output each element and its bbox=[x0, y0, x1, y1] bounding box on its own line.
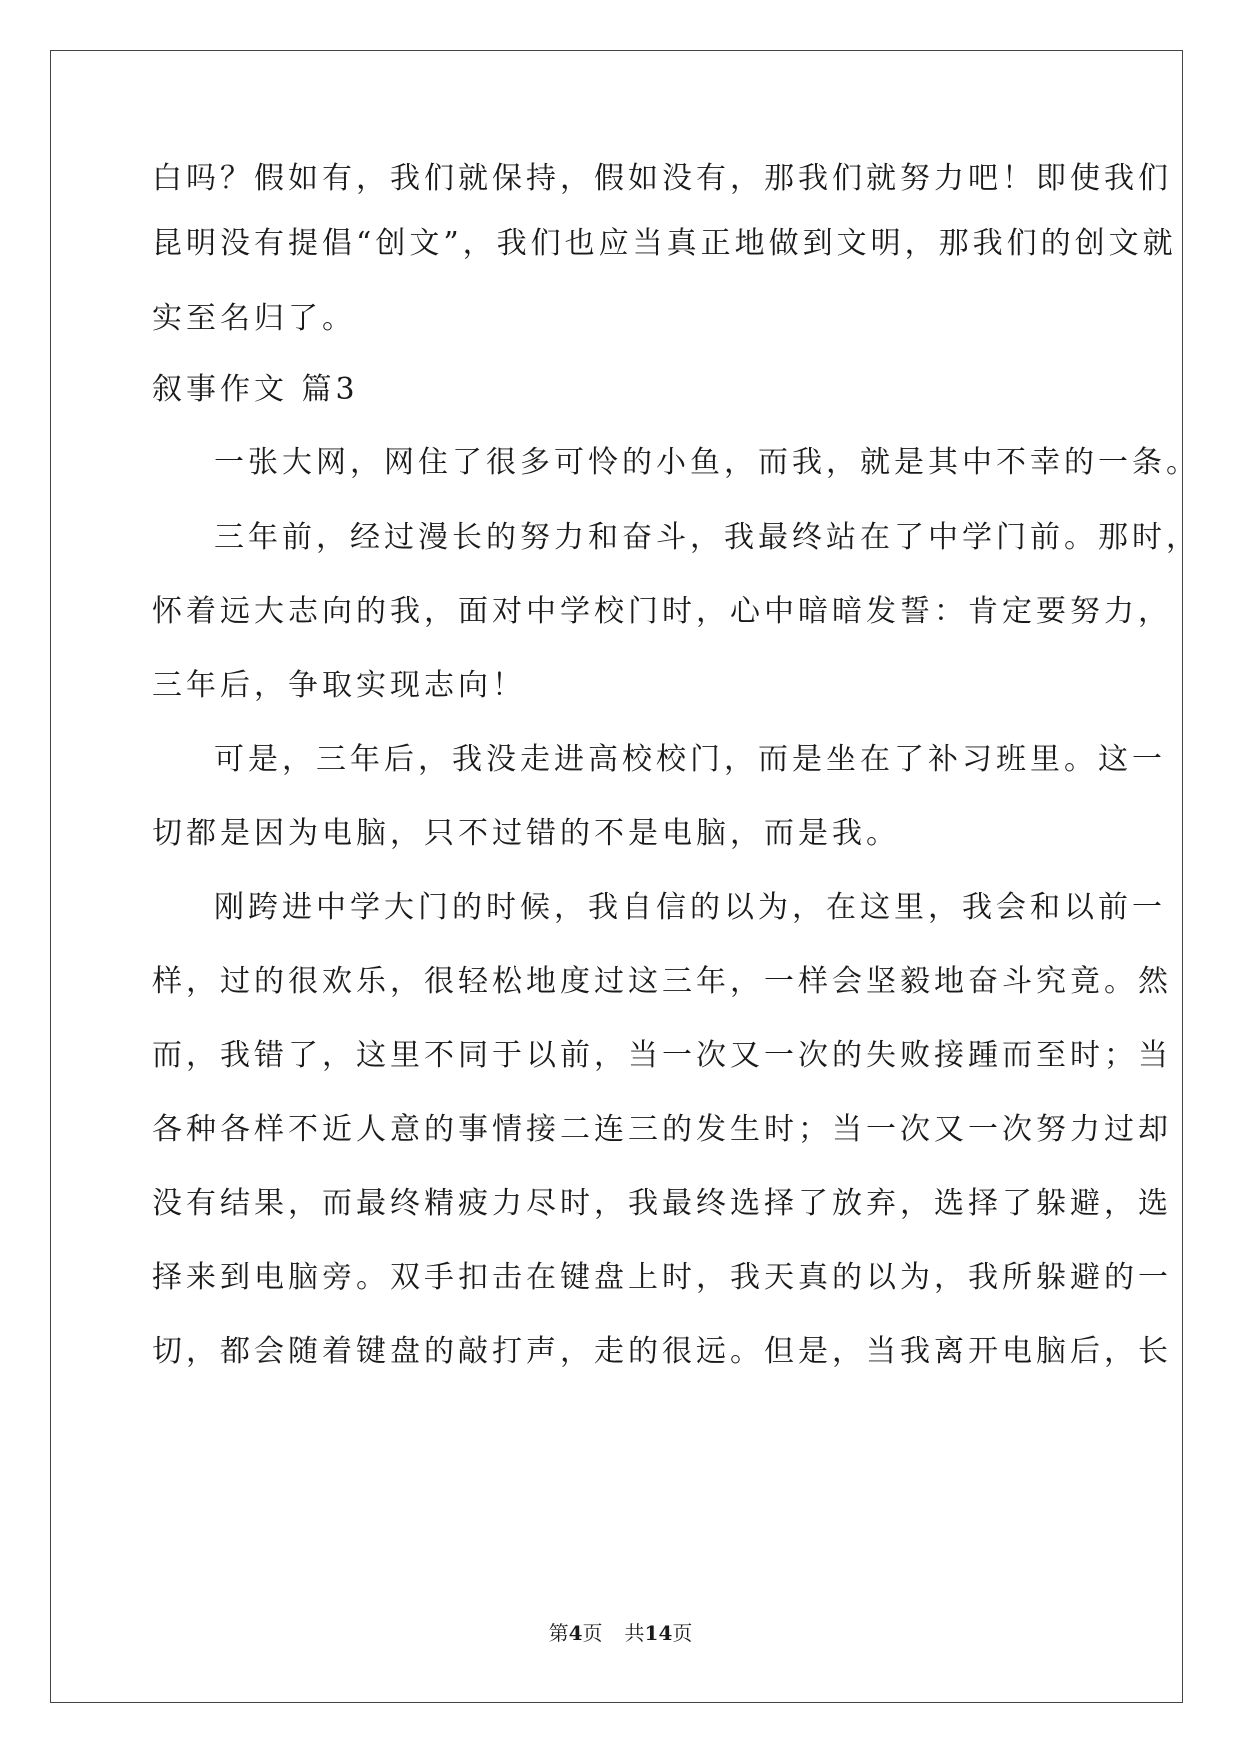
paragraph-line: 刚跨进中学大门的时候，我自信的以为，在这里，我会和以前一 bbox=[214, 890, 1166, 925]
paragraph-line: 切，都会随着键盘的敲打声，走的很远。但是，当我离开电脑后，长 bbox=[152, 1334, 1172, 1369]
paragraph-line: 可是，三年后，我没走进高校校门，而是坐在了补习班里。这一 bbox=[214, 742, 1166, 777]
paragraph-line: 各种各样不近人意的事情接二连三的发生时；当一次又一次努力过却 bbox=[152, 1112, 1172, 1147]
paragraph-line: 择来到电脑旁。双手扣击在键盘上时，我天真的以为，我所躲避的一 bbox=[152, 1260, 1172, 1295]
total-suffix: 页 bbox=[672, 1621, 693, 1645]
current-page-number: 4 bbox=[568, 1621, 583, 1645]
page-suffix: 页 bbox=[582, 1621, 603, 1645]
paragraph-line: 而，我错了，这里不同于以前，当一次又一次的失败接踵而至时；当 bbox=[152, 1038, 1172, 1073]
paragraph-line: 怀着远大志向的我，面对中学校门时，心中暗暗发誓：肯定要努力， bbox=[152, 594, 1172, 629]
paragraph-line: 样，过的很欢乐，很轻松地度过这三年，一样会坚毅地奋斗究竟。然 bbox=[152, 964, 1172, 999]
page-footer bbox=[0, 1621, 1241, 1645]
total-prefix: 共 bbox=[624, 1621, 645, 1645]
paragraph-line: 没有结果，而最终精疲力尽时，我最终选择了放弃，选择了躲避，选 bbox=[152, 1186, 1172, 1221]
paragraph-line: 切都是因为电脑，只不过错的不是电脑，而是我。 bbox=[152, 816, 900, 851]
section-heading: 叙事作文 篇3 bbox=[152, 372, 359, 407]
paragraph-line: 三年前，经过漫长的努力和奋斗，我最终站在了中学门前。那时， bbox=[214, 520, 1200, 555]
paragraph-line: 昆明没有提倡“创文”，我们也应当真正地做到文明，那我们的创文就 bbox=[152, 226, 1177, 261]
page-prefix: 第 bbox=[548, 1621, 569, 1645]
paragraph-line: 实至名归了。 bbox=[152, 301, 356, 336]
page-border bbox=[50, 50, 1183, 1703]
paragraph-line: 一张大网，网住了很多可怜的小鱼，而我，就是其中不幸的一条。 bbox=[214, 445, 1200, 480]
paragraph-line: 三年后，争取实现志向！ bbox=[152, 668, 526, 703]
total-pages-number: 14 bbox=[644, 1621, 673, 1645]
paragraph-line: 白吗？假如有，我们就保持，假如没有，那我们就努力吧！即使我们 bbox=[152, 161, 1172, 196]
